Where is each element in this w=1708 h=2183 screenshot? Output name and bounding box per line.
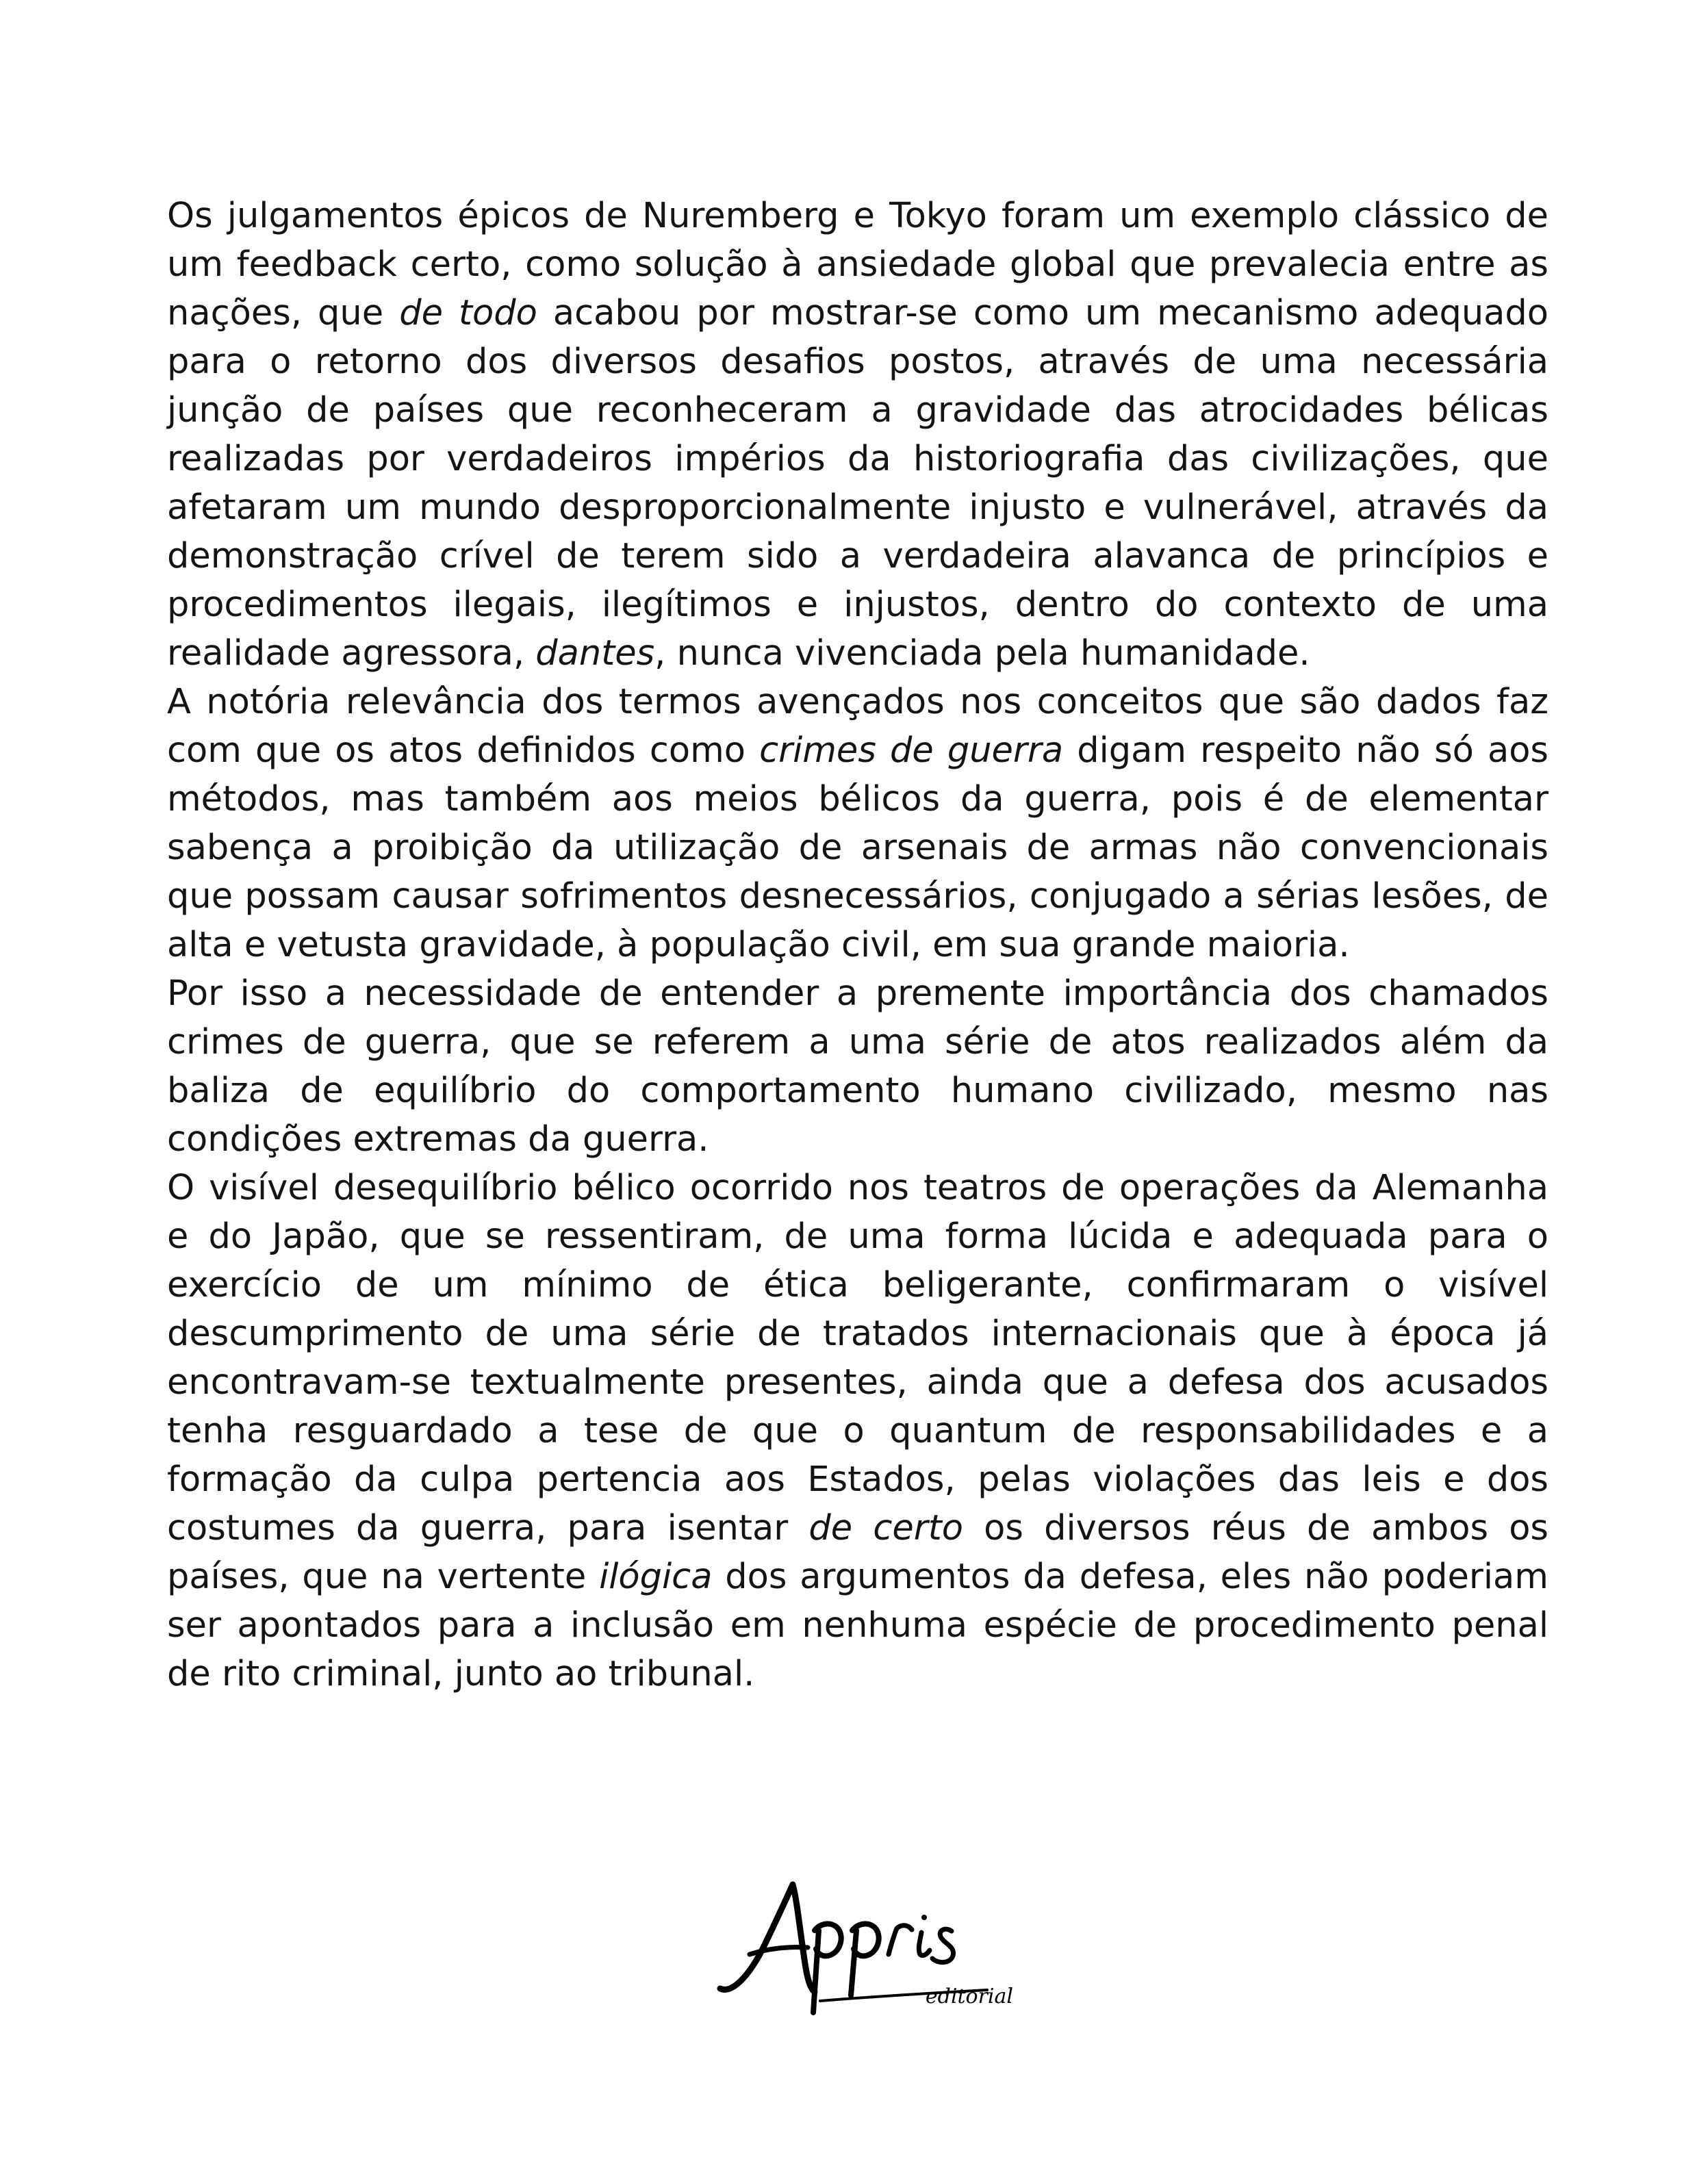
paragraph-2 [167,678,1548,969]
logo-subtitle: editorial [925,1984,1013,2008]
paragraph-text: , nunca vivenciada pela humanidade. [654,633,1310,674]
body-text [167,192,1548,1698]
paragraph-text: digam respeito não só aos métodos, mas também aos meios bélicos da guerra, pois é de elementar sabença a proibição da utilização de arsenais de armas não convencionais que possam causar sofrimentos desnecessários, conjugado a sérias lesões, de alta e vetusta gravidade, à população civil, em sua grande maioria. [167,730,1548,965]
paragraph-1 [167,192,1548,678]
paragraph-3 [167,969,1548,1164]
italic-phrase: de todo [399,293,537,333]
italic-phrase: dantes [535,633,655,674]
italic-phrase: crimes de guerra [759,730,1064,771]
italic-phrase: de certo [808,1508,963,1548]
paragraph-text: os diversos réus de ambos os países, que na vertente [167,1508,1548,1597]
paragraph-text: Os julgamentos épicos de Nuremberg e Tokyo foram um exemplo clássico de um feedback certo, como solução à ansiedade global que prevalecia entre as nações, que [167,196,1548,333]
paragraph-text: dos argumentos da defesa, eles não poderiam ser apontados para a inclusão em nenhuma espécie de procedimento penal de rito criminal, junto ao tribunal. [167,1557,1548,1694]
paragraph-text: O visível desequilíbrio bélico ocorrido nos teatros de operações da Alemanha e do Japão, que se ressentiram, de uma forma lúcida e adequada para o exercício de um mínimo de ética beligerante, confirmaram o visível descumprimento de uma série de tratados internacionais que à época já encontravam-se textualmente presentes, ainda que a defesa dos acusados tenha resguardado a tese de que o quantum de responsabilidades e a formação da culpa pertencia aos Estados, pelas violações das leis e dos costumes da guerra, para isentar [167,1168,1548,1548]
paragraph-4 [167,1164,1548,1698]
italic-phrase: ilógica [599,1557,713,1597]
paragraph-text: Por isso a necessidade de entender a premente importância dos chamados crimes de guerra, que se referem a uma série de atos realizados além da baliza de equilíbrio do comportamento humano civilizado, mesmo nas condições extremas da guerra. [167,973,1548,1160]
paragraph-text: A notória relevância dos termos avençados nos conceitos que são dados faz com que os atos definidos como [167,682,1548,771]
appris-logo [712,1872,1013,2030]
paragraph-text: acabou por mostrar-se como um mecanismo adequado para o retorno dos diversos desafios postos, através de uma necessária junção de países que reconheceram a gravidade das atrocidades bélicas realizadas por verdadeiros impérios da historiografia das civilizações, que afetaram um mundo desproporcionalmente injusto e vulnerável, através da demonstração crível de terem sido a verdadeira alavanca de princípios e procedimentos ilegais, ilegítimos e injustos, dentro do contexto de uma realidade agressora, [167,293,1548,674]
